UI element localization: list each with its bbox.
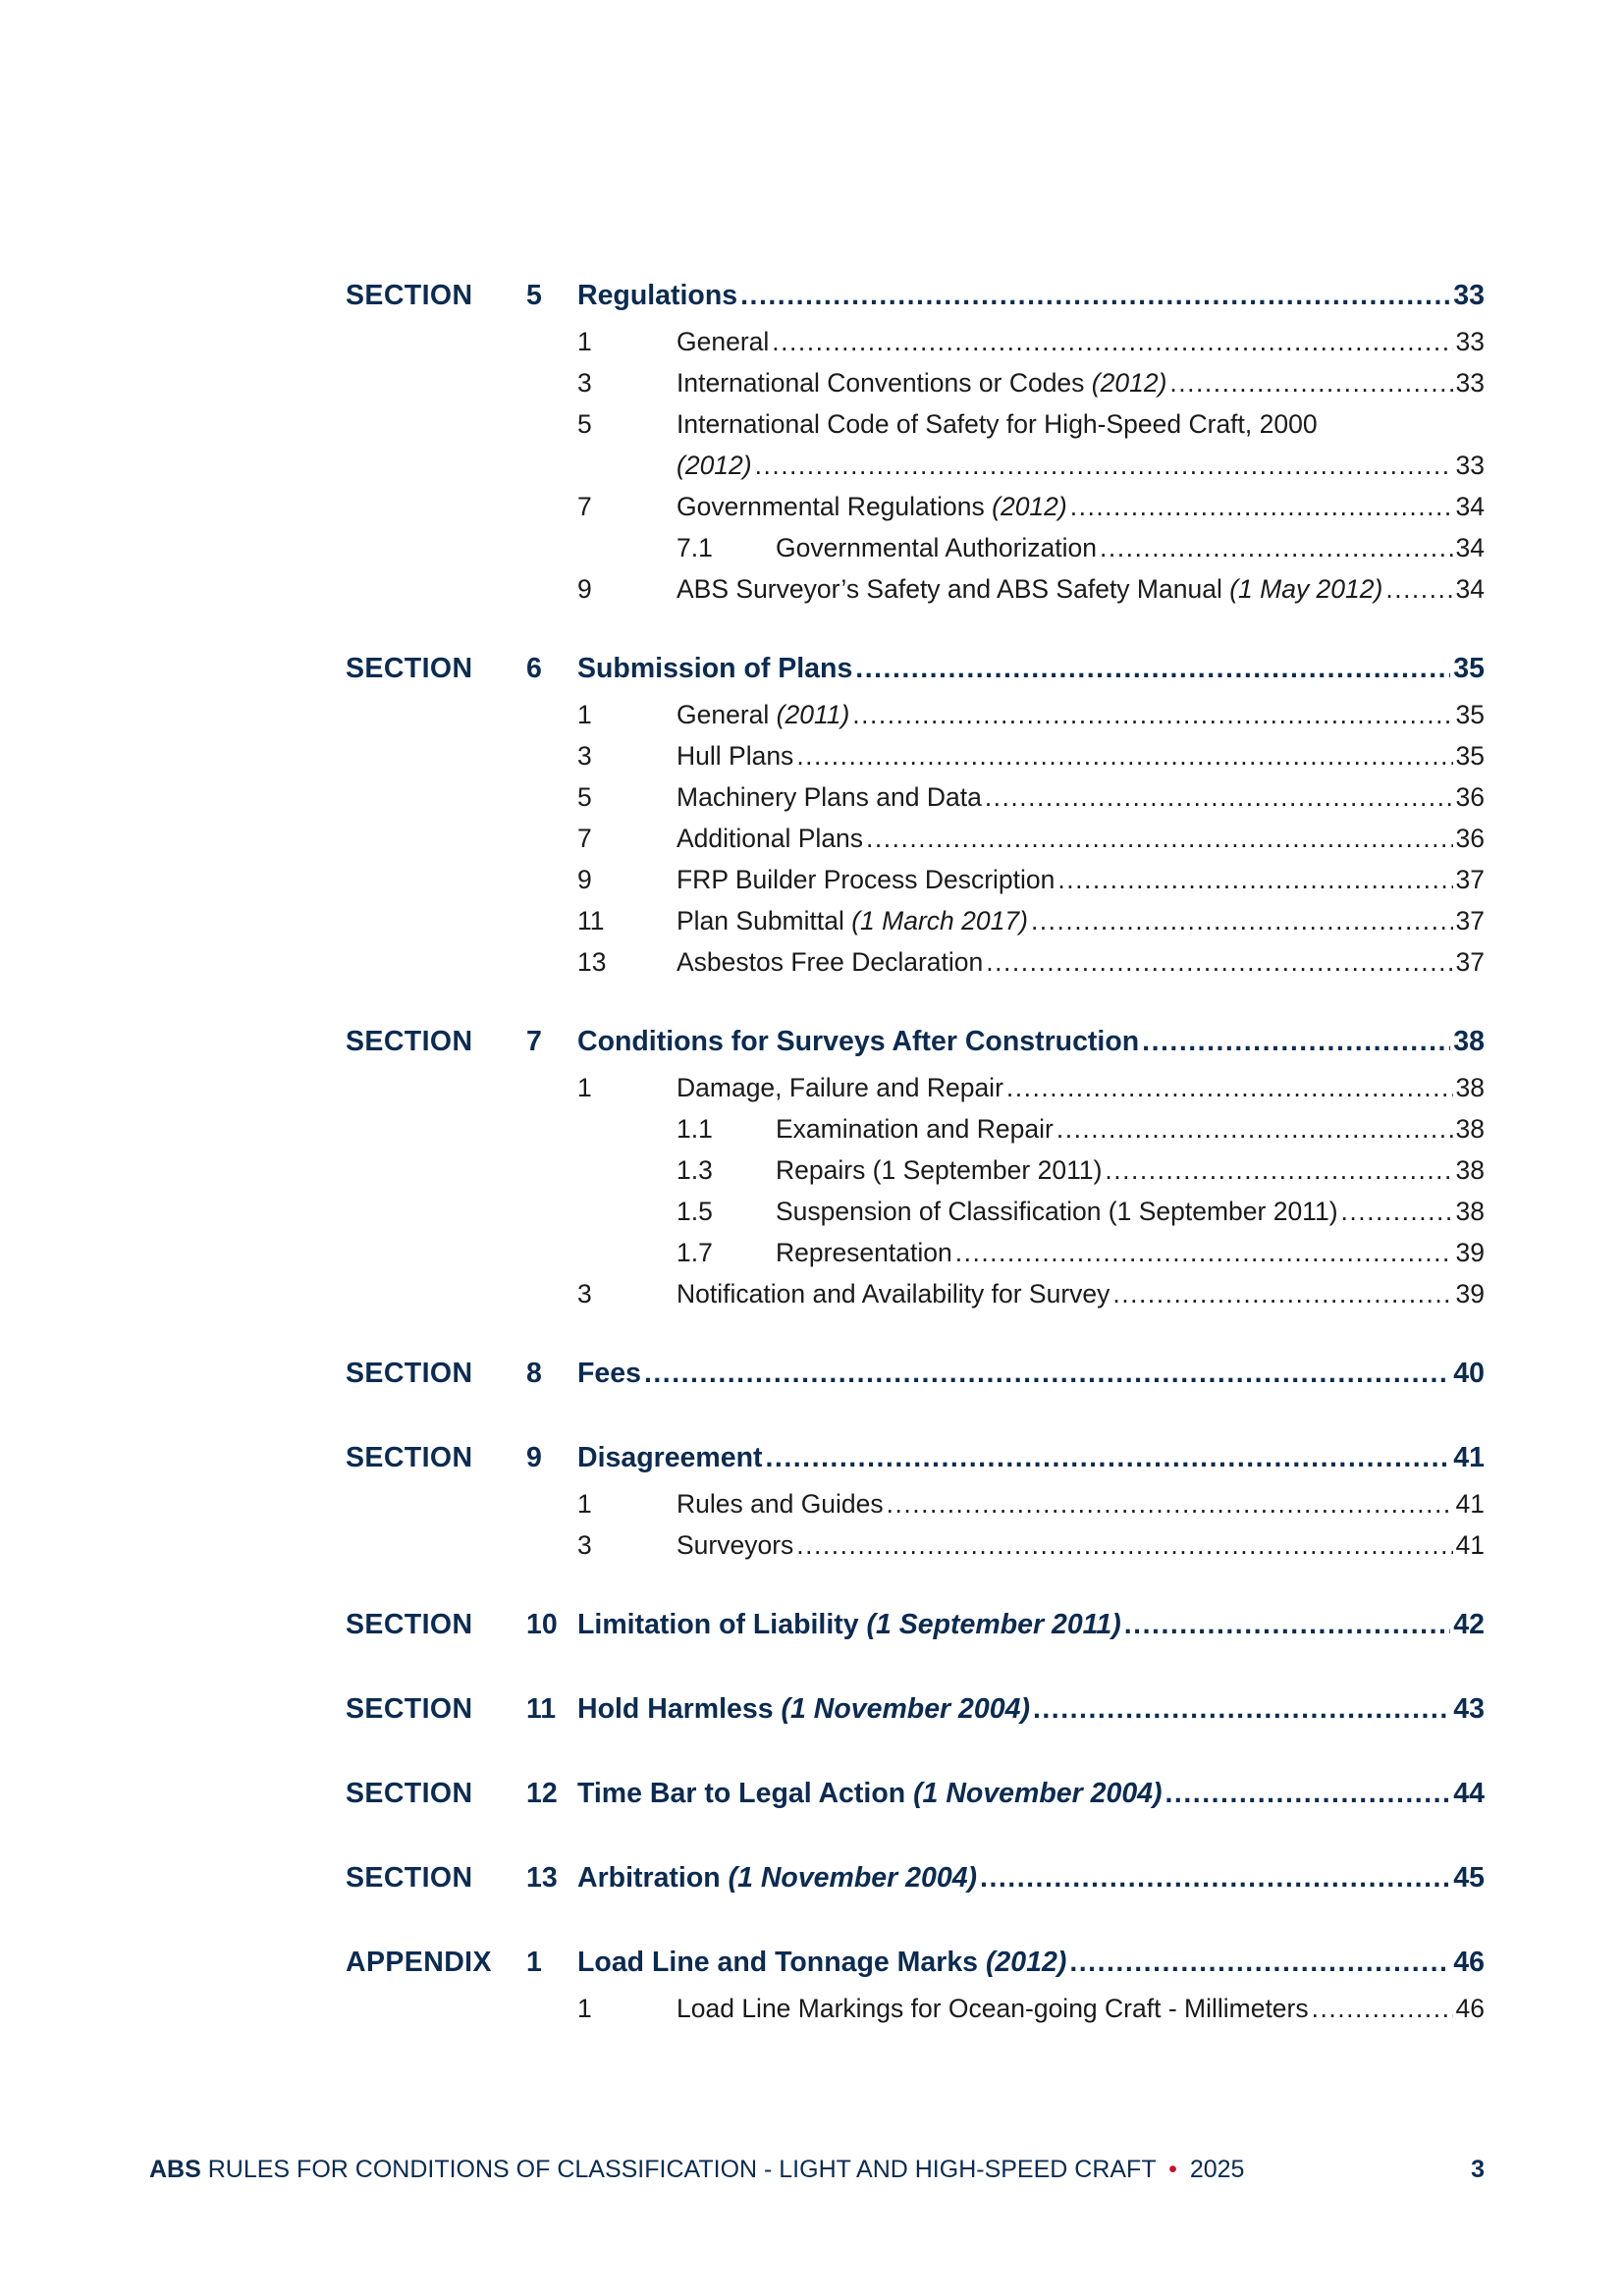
entry-page-number: 38 [1455,1197,1485,1226]
dot-leader [1169,362,1452,403]
section-page-number: 46 [1453,1947,1485,1978]
entry-number: 3 [577,741,592,771]
section-title-text: Hold Harmless [577,1693,782,1725]
section-number: 10 [526,1609,558,1640]
entry-body [677,941,1485,983]
entry-text [677,1524,793,1566]
section-title-date: (1 November 2004) [728,1862,978,1894]
entry-body [776,1191,1485,1232]
section-title-row [577,1358,1485,1390]
section-title [577,1778,1163,1810]
entry-page-number: 36 [1455,782,1485,812]
entry-date: (2012) [677,451,752,480]
section-title-row [577,1947,1485,1979]
entry-body [776,1108,1485,1149]
section-title-text: Load Line and Tonnage Marks [577,1947,986,1978]
entry-body [677,735,1485,776]
entry-number: 5 [577,409,592,439]
entry-text-main: Notification and Availability for Survey [677,1279,1110,1308]
entry-body [677,776,1485,818]
dot-leader [772,321,1452,362]
section-page-number: 41 [1453,1442,1485,1473]
section-title [577,653,852,685]
dot-leader [796,735,1452,776]
toc-entry[interactable] [346,1232,1485,1273]
table-of-contents [346,280,1485,2072]
entry-page-number: 37 [1455,947,1485,977]
toc-section-heading[interactable] [346,1862,1485,1903]
entry-text-main: Damage, Failure and Repair [677,1073,1003,1102]
entry-number: 1.1 [677,1114,713,1144]
entry-text [776,527,1097,568]
page-number: 3 [1471,2156,1485,2183]
entry-body [677,1988,1485,2029]
section-kind: SECTION [346,1693,473,1725]
entry-text [677,694,849,735]
section-title-date: (2012) [985,1947,1067,1978]
entry-text [776,1232,952,1273]
entry-page-number: 33 [1455,368,1485,398]
dot-leader [887,1483,1453,1524]
dot-leader [955,1232,1453,1273]
dot-leader [1142,1026,1450,1058]
section-kind: SECTION [346,1778,473,1809]
toc-section [346,1358,1485,1399]
entry-text [677,1483,884,1524]
section-number: 6 [526,653,542,684]
section-title-row [577,1693,1485,1726]
toc-section-heading[interactable] [346,1358,1485,1399]
entry-text-main: Surveyors [677,1530,794,1560]
section-kind: APPENDIX [346,1947,492,1978]
dot-leader [796,1524,1452,1566]
dot-leader [1312,1988,1453,2029]
toc-entry[interactable] [346,403,1485,486]
section-title-text: Limitation of Liability [577,1609,867,1640]
dot-leader [1033,1693,1450,1726]
toc-entry[interactable] [346,486,1485,527]
dot-leader [980,1862,1450,1895]
section-number: 7 [526,1026,542,1057]
dot-leader [1105,1149,1452,1191]
entry-text-continued [677,445,752,486]
section-title [577,1862,977,1895]
dot-leader [766,1442,1451,1474]
entry-text [677,1067,1003,1108]
entry-text-main: Suspension of Classification (1 September 2011) [776,1197,1338,1226]
entry-text [776,1108,1054,1149]
entry-text [677,362,1166,403]
section-kind: SECTION [346,1609,473,1640]
entry-text-line-1: International Code of Safety for High-Speed Craft, 2000 [677,409,1318,439]
entry-body [677,1273,1485,1314]
dot-leader [1056,1108,1453,1149]
entry-text [776,1149,1102,1191]
section-page-number: 38 [1453,1026,1485,1057]
entry-page-number: 39 [1455,1238,1485,1267]
entry-date: (2011) [776,700,850,729]
toc-entry[interactable] [346,321,1485,362]
toc-section-heading[interactable] [346,280,1485,321]
entry-page-number: 38 [1455,1073,1485,1102]
entry-page-number: 41 [1455,1530,1485,1560]
section-title-text: Conditions for Surveys After Construction [577,1026,1140,1057]
entry-text-main: FRP Builder Process Description [677,865,1056,894]
entry-body [677,1524,1485,1566]
entry-number: 3 [577,368,592,398]
toc-entry[interactable] [346,568,1485,610]
section-number: 5 [526,280,542,311]
entry-body [776,1232,1485,1273]
entry-page-number: 39 [1455,1279,1485,1308]
entry-text [677,859,1055,900]
toc-entry[interactable] [346,1067,1485,1108]
toc-section-heading[interactable] [346,1026,1485,1067]
entry-number: 1.5 [677,1197,713,1226]
section-title-text: Fees [577,1358,641,1389]
footer-title: RULES FOR CONDITIONS OF CLASSIFICATION - LIGHT AND HIGH-SPEED CRAFT [207,2156,1157,2183]
entry-body [677,486,1485,527]
entry-text-main: General [677,700,777,729]
section-number: 8 [526,1358,542,1389]
toc-entry[interactable] [346,776,1485,818]
entry-body [677,1483,1485,1524]
dot-leader [1057,859,1452,900]
section-page-number: 40 [1453,1358,1485,1389]
dot-leader [1070,486,1453,527]
dot-leader [1069,1947,1450,1979]
toc-section-heading[interactable] [346,1947,1485,1988]
toc-entry[interactable] [346,1191,1485,1232]
entry-text-main: Repairs (1 September 2011) [776,1155,1103,1185]
entry-number: 1 [577,1994,592,2023]
toc-entry[interactable] [346,735,1485,776]
section-page-number: 35 [1453,653,1485,684]
entry-text-main: Rules and Guides [677,1489,884,1519]
entry-body [776,1149,1485,1191]
entry-text [677,321,769,362]
section-kind: SECTION [346,653,473,684]
entry-text-main: Examination and Repair [776,1114,1054,1144]
entry-body [677,568,1485,610]
footer-brand: ABS [149,2156,201,2183]
dot-leader [1341,1191,1453,1232]
section-number: 1 [526,1947,542,1978]
entry-text-line-2 [677,445,1485,486]
entry-number: 3 [577,1530,592,1560]
entry-number: 7.1 [677,533,713,562]
section-title-row [577,653,1485,685]
entry-page-number: 35 [1455,700,1485,729]
section-title [577,1442,763,1474]
dot-leader [866,818,1452,859]
dot-leader [1031,900,1453,941]
toc-entry[interactable] [346,900,1485,941]
entry-body [677,403,1485,486]
section-title-row [577,280,1485,312]
toc-section-heading[interactable] [346,1442,1485,1483]
section-kind: SECTION [346,1862,473,1894]
section-kind: SECTION [346,1442,473,1473]
section-page-number: 33 [1453,280,1485,311]
entry-text-main: ABS Surveyor’s Safety and ABS Safety Manual [677,574,1230,604]
section-title [577,1358,641,1390]
dot-leader [986,941,1452,983]
section-title-text: Submission of Plans [577,653,853,684]
entry-date: (1 March 2017) [851,906,1028,935]
toc-entry[interactable] [346,1988,1485,2029]
section-page-number: 43 [1453,1693,1485,1725]
section-title-date: (1 November 2004) [913,1778,1163,1809]
toc-section [346,1778,1485,1819]
entry-text [677,776,982,818]
entry-text [677,735,793,776]
footer-year: 2025 [1189,2156,1245,2183]
entry-number: 11 [577,906,605,935]
dot-leader [644,1358,1450,1390]
entry-body [677,321,1485,362]
dot-leader [740,280,1450,312]
entry-page-number: 34 [1455,574,1485,604]
dot-leader [852,694,1452,735]
section-title-date: (1 November 2004) [781,1693,1030,1725]
toc-entry[interactable] [346,818,1485,859]
section-page-number: 42 [1453,1609,1485,1640]
footer-title-line [149,2156,1244,2184]
toc-section [346,1442,1485,1566]
entry-body [677,362,1485,403]
toc-section-heading[interactable] [346,1609,1485,1650]
entry-page-number: 33 [1455,451,1485,480]
section-title-text: Disagreement [577,1442,763,1473]
toc-section [346,1862,1485,1903]
section-number: 13 [526,1862,558,1894]
toc-section-heading[interactable] [346,1693,1485,1735]
entry-text [677,900,1028,941]
section-kind: SECTION [346,280,473,311]
entry-page-number: 33 [1455,327,1485,356]
section-title [577,280,737,312]
entry-page-number: 34 [1455,533,1485,562]
toc-section [346,653,1485,983]
entry-number: 13 [577,947,607,977]
entry-text-main: Additional Plans [677,824,864,853]
entry-page-number: 38 [1455,1155,1485,1185]
entry-body [677,900,1485,941]
entry-number: 9 [577,574,592,604]
entry-date: (1 May 2012) [1229,574,1383,604]
entry-number: 5 [577,782,592,812]
toc-section-heading[interactable] [346,653,1485,694]
section-number: 11 [526,1693,557,1725]
page-footer [149,2156,1485,2184]
entry-text [677,486,1067,527]
dot-leader [1165,1778,1451,1810]
toc-entry[interactable] [346,941,1485,983]
section-title-date: (1 September 2011) [866,1609,1121,1640]
entry-text [677,568,1382,610]
entry-text [677,941,983,983]
toc-entry[interactable] [346,362,1485,403]
entry-number: 7 [577,492,592,521]
entry-page-number: 38 [1455,1114,1485,1144]
dot-leader [1385,568,1452,610]
entry-date: (2012) [992,492,1067,521]
dot-leader [1124,1609,1451,1641]
entry-number: 1 [577,1073,592,1102]
section-title-row [577,1442,1485,1474]
toc-section [346,1693,1485,1735]
entry-body [677,1067,1485,1108]
toc-section [346,280,1485,610]
entry-page-number: 46 [1455,1994,1485,2023]
section-kind: SECTION [346,1026,473,1057]
section-kind: SECTION [346,1358,473,1389]
section-title-text: Arbitration [577,1862,729,1894]
entry-number: 1 [577,327,592,356]
entry-text-main: Load Line Markings for Ocean-going Craft - Millimeters [677,1994,1309,2023]
toc-entry[interactable] [346,1524,1485,1566]
section-title-row [577,1778,1485,1810]
dot-leader [1006,1067,1453,1108]
entry-number: 1 [577,1489,592,1519]
toc-entry[interactable] [346,1483,1485,1524]
entry-text-main: General [677,327,770,356]
section-page-number: 45 [1453,1862,1485,1894]
dot-leader [985,776,1453,818]
dot-leader [755,445,1453,486]
toc-entry[interactable] [346,694,1485,735]
entry-number: 9 [577,865,592,894]
footer-bullet: • [1168,2156,1177,2183]
entry-text [677,818,863,859]
toc-entry[interactable] [346,1108,1485,1149]
toc-section [346,1947,1485,2029]
toc-section-heading[interactable] [346,1778,1485,1819]
entry-body [677,859,1485,900]
section-title [577,1947,1066,1979]
entry-text-main: Hull Plans [677,741,794,771]
section-title [577,1693,1030,1726]
section-title-row [577,1609,1485,1641]
dot-leader [855,653,1450,685]
entry-text [677,1273,1110,1314]
entry-text-main: Representation [776,1238,952,1267]
entry-page-number: 41 [1455,1489,1485,1519]
entry-text-main: Machinery Plans and Data [677,782,982,812]
toc-entry[interactable] [346,1149,1485,1191]
section-page-number: 44 [1453,1778,1485,1809]
entry-page-number: 37 [1455,906,1485,935]
section-number: 9 [526,1442,542,1473]
section-title-row [577,1026,1485,1058]
toc-section [346,1026,1485,1314]
entry-body [677,694,1485,735]
dot-leader [1112,1273,1452,1314]
entry-page-number: 35 [1455,741,1485,771]
entry-body [776,527,1485,568]
toc-section [346,1609,1485,1650]
entry-text-main: Plan Submittal [677,906,852,935]
section-title [577,1026,1139,1058]
entry-text-main: Governmental Regulations [677,492,993,521]
entry-page-number: 34 [1455,492,1485,521]
section-number: 12 [526,1778,558,1809]
entry-text-main: Governmental Authorization [776,533,1098,562]
entry-body [677,818,1485,859]
entry-text [677,1988,1309,2029]
entry-date: (2012) [1091,368,1167,398]
entry-number: 3 [577,1279,592,1308]
entry-text-main: Asbestos Free Declaration [677,947,984,977]
entry-text [776,1191,1338,1232]
entry-page-number: 36 [1455,824,1485,853]
entry-page-number: 37 [1455,865,1485,894]
toc-entry[interactable] [346,1273,1485,1314]
toc-entry[interactable] [346,859,1485,900]
dot-leader [1100,527,1452,568]
section-title-text: Time Bar to Legal Action [577,1778,914,1809]
section-title [577,1609,1121,1641]
section-title-row [577,1862,1485,1895]
toc-entry[interactable] [346,527,1485,568]
entry-text-main: International Conventions or Codes [677,368,1092,398]
entry-number: 1 [577,700,592,729]
entry-number: 1.7 [677,1238,713,1267]
entry-number: 7 [577,824,592,853]
entry-number: 1.3 [677,1155,713,1185]
section-title-text: Regulations [577,280,738,311]
